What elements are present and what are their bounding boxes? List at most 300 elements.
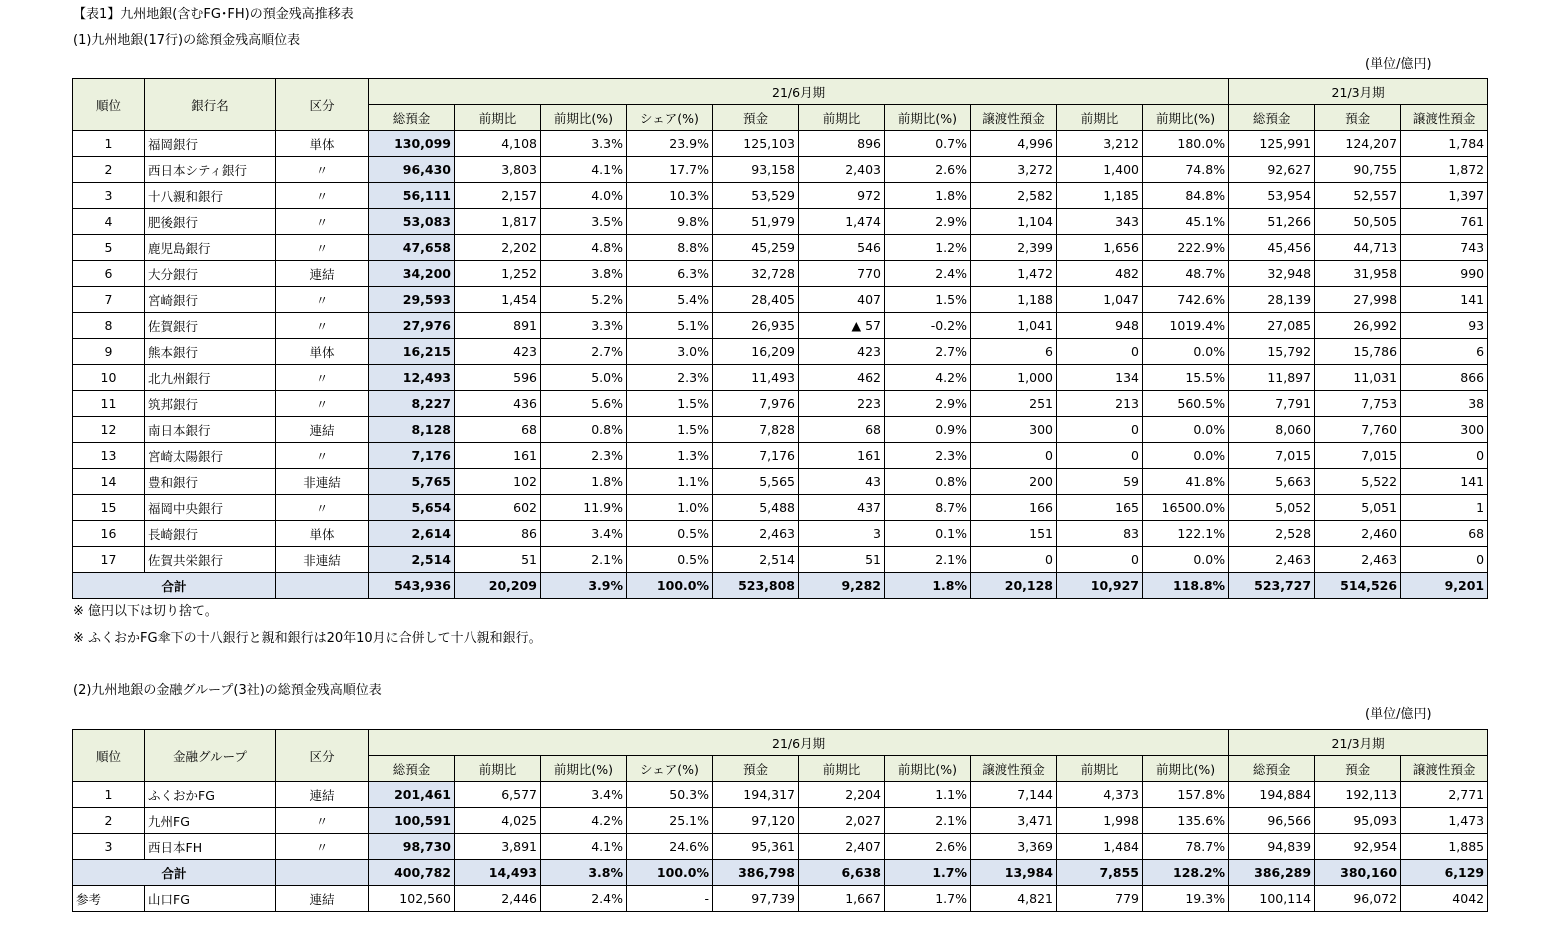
cell: 〃 [276,183,369,209]
cell: 122.1% [1143,521,1229,547]
cell: 2,582 [971,183,1057,209]
header-yoy3-pct: 前期比(%) [1143,105,1229,131]
cell: 95,093 [1315,808,1401,834]
cell [276,573,369,599]
cell: 134 [1057,365,1143,391]
header-yoy3: 前期比 [1057,756,1143,782]
cell: 宮崎太陽銀行 [145,443,276,469]
table-row [73,339,1488,365]
cell: 68 [455,417,541,443]
cell: 118.8% [1143,573,1229,599]
cell: 1.5% [885,287,971,313]
cell: 53,529 [713,183,799,209]
cell: 2.9% [885,391,971,417]
table-row [73,834,1488,860]
cell: 9 [73,339,145,365]
cell: 990 [1401,261,1488,287]
cell: 9,282 [799,573,885,599]
cell: 7,753 [1315,391,1401,417]
cell: 7,176 [713,443,799,469]
cell: 200 [971,469,1057,495]
header-ncd: 譲渡性預金 [971,105,1057,131]
cell: 1,484 [1057,834,1143,860]
cell: 3.3% [541,313,627,339]
cell: 7,760 [1315,417,1401,443]
cell: 非連結 [276,547,369,573]
cell: 0 [1057,443,1143,469]
cell: 192,113 [1315,782,1401,808]
cell: 1.8% [541,469,627,495]
table-row [73,235,1488,261]
cell: 1,397 [1401,183,1488,209]
cell: 100,591 [369,808,455,834]
cell: 2.6% [885,157,971,183]
cell: 423 [799,339,885,365]
cell: 4.2% [541,808,627,834]
cell: 2,463 [1229,547,1315,573]
cell: 0 [1057,547,1143,573]
cell: - [627,886,713,912]
cell: 3.5% [541,209,627,235]
cell: 20,128 [971,573,1057,599]
cell: 1,041 [971,313,1057,339]
cell: 44,713 [1315,235,1401,261]
cell: 0.9% [885,417,971,443]
header-yoy: 前期比 [455,756,541,782]
cell: 5,488 [713,495,799,521]
cell: 5.1% [627,313,713,339]
cell: 4.2% [885,365,971,391]
cell: 48.7% [1143,261,1229,287]
cell: -0.2% [885,313,971,339]
cell: 3,471 [971,808,1057,834]
cell: 10,927 [1057,573,1143,599]
cell: 2,157 [455,183,541,209]
cell: 11,031 [1315,365,1401,391]
cell: 〃 [276,808,369,834]
cell: 25.1% [627,808,713,834]
cell: 300 [971,417,1057,443]
cell: 3 [73,183,145,209]
cell: 1.3% [627,443,713,469]
cell: 32,728 [713,261,799,287]
table-row [73,131,1488,157]
cell: 3.8% [541,261,627,287]
table-row [73,469,1488,495]
cell: 12 [73,417,145,443]
cell: 32,948 [1229,261,1315,287]
cell: 〃 [276,495,369,521]
cell: 西日本シティ銀行 [145,157,276,183]
cell: 3.3% [541,131,627,157]
cell: 2.3% [885,443,971,469]
cell: 6 [1401,339,1488,365]
cell: 1,998 [1057,808,1143,834]
cell: 4.1% [541,834,627,860]
group-deposit-table [72,729,1488,912]
cell: 6,577 [455,782,541,808]
cell: 3,803 [455,157,541,183]
cell [276,860,369,886]
cell: 83 [1057,521,1143,547]
header-period-current: 21/6月期 [369,79,1229,105]
cell: 福岡銀行 [145,131,276,157]
table-row [73,287,1488,313]
cell: 8,227 [369,391,455,417]
cell: 90,755 [1315,157,1401,183]
cell: 92,627 [1229,157,1315,183]
cell: 15,792 [1229,339,1315,365]
cell: 2.3% [627,365,713,391]
cell: 0.0% [1143,547,1229,573]
cell: 5.0% [541,365,627,391]
table-row [73,209,1488,235]
cell: 96,430 [369,157,455,183]
cell: 5.2% [541,287,627,313]
cell: 5 [73,235,145,261]
cell: 9,201 [1401,573,1488,599]
section1-title: (1)九州地銀(17行)の総預金残高順位表 [73,33,301,48]
cell: 94,839 [1229,834,1315,860]
page-title: 【表1】九州地銀(含むFG･FH)の預金残高推移表 [73,7,354,22]
cell: 74.8% [1143,157,1229,183]
cell: 251 [971,391,1057,417]
cell: 2,514 [713,547,799,573]
cell: 11.9% [541,495,627,521]
cell: 380,160 [1315,860,1401,886]
cell: 16500.0% [1143,495,1229,521]
cell: 194,884 [1229,782,1315,808]
cell: 47,658 [369,235,455,261]
cell: ふくおかFG [145,782,276,808]
cell: 1 [73,131,145,157]
cell: 2,463 [1315,547,1401,573]
cell: 1.7% [885,860,971,886]
cell: 407 [799,287,885,313]
cell: 5,765 [369,469,455,495]
cell: 1,885 [1401,834,1488,860]
cell: 8.7% [885,495,971,521]
table-row [73,391,1488,417]
header-period-prev: 21/3月期 [1229,730,1488,756]
cell: 161 [455,443,541,469]
cell: 896 [799,131,885,157]
cell: 96,072 [1315,886,1401,912]
cell: 1,000 [971,365,1057,391]
cell: 41.8% [1143,469,1229,495]
cell: 972 [799,183,885,209]
cell: 十八親和銀行 [145,183,276,209]
cell: 761 [1401,209,1488,235]
cell: 866 [1401,365,1488,391]
bank-deposit-table [72,78,1488,599]
cell: 連結 [276,886,369,912]
cell: 2.7% [541,339,627,365]
cell: 0 [971,547,1057,573]
cell: 11,897 [1229,365,1315,391]
cell: 0.5% [627,547,713,573]
cell: 4.1% [541,157,627,183]
cell: 単体 [276,339,369,365]
table-row [73,521,1488,547]
cell: 5.4% [627,287,713,313]
cell: 〃 [276,313,369,339]
cell: 2,407 [799,834,885,860]
cell: 単体 [276,521,369,547]
cell: 5,522 [1315,469,1401,495]
cell: 29,593 [369,287,455,313]
header-yoy2: 前期比 [799,105,885,131]
header-deposit: 預金 [713,105,799,131]
cell: 7 [73,287,145,313]
cell: 2,460 [1315,521,1401,547]
cell: 〃 [276,157,369,183]
header-yoy2-pct: 前期比(%) [885,756,971,782]
cell: 4,108 [455,131,541,157]
cell: 11,493 [713,365,799,391]
cell: 543,936 [369,573,455,599]
cell: 51 [455,547,541,573]
cell: 宮崎銀行 [145,287,276,313]
cell: 1.1% [885,782,971,808]
cell: 602 [455,495,541,521]
cell: 100.0% [627,573,713,599]
cell: 514,526 [1315,573,1401,599]
cell: 0 [1401,443,1488,469]
cell: 100.0% [627,860,713,886]
table-row [73,547,1488,573]
table-row [73,157,1488,183]
cell: 1.0% [627,495,713,521]
cell: 45.1% [1143,209,1229,235]
total-row [73,573,1488,599]
header-rank: 順位 [73,79,145,131]
cell: 135.6% [1143,808,1229,834]
cell: 1,473 [1401,808,1488,834]
cell: 0.0% [1143,339,1229,365]
cell: 770 [799,261,885,287]
cell: 24.6% [627,834,713,860]
cell: 非連結 [276,469,369,495]
cell: 51,979 [713,209,799,235]
cell: 長崎銀行 [145,521,276,547]
cell: 180.0% [1143,131,1229,157]
cell: 7,144 [971,782,1057,808]
cell: 3,272 [971,157,1057,183]
cell: 13 [73,443,145,469]
cell: 2.4% [885,261,971,287]
cell: 6 [73,261,145,287]
header-yoy3-pct: 前期比(%) [1143,756,1229,782]
cell: 3,212 [1057,131,1143,157]
cell: 1.8% [885,183,971,209]
cell: 141 [1401,469,1488,495]
cell: 3 [799,521,885,547]
cell: 0.8% [541,417,627,443]
cell: 6.3% [627,261,713,287]
cell: 546 [799,235,885,261]
cell: 10 [73,365,145,391]
cell: 26,992 [1315,313,1401,339]
cell: 1,872 [1401,157,1488,183]
cell: 4,025 [455,808,541,834]
header-yoy-pct: 前期比(%) [541,756,627,782]
cell: 56,111 [369,183,455,209]
cell: 52,557 [1315,183,1401,209]
cell: 1,188 [971,287,1057,313]
cell: 1.1% [627,469,713,495]
cell: 2,027 [799,808,885,834]
cell: 5,052 [1229,495,1315,521]
cell: 386,798 [713,860,799,886]
cell: 鹿児島銀行 [145,235,276,261]
cell: 161 [799,443,885,469]
cell: 〃 [276,209,369,235]
header-prev-deposit: 預金 [1315,105,1401,131]
cell: 31,958 [1315,261,1401,287]
header-total-deposit: 総預金 [369,756,455,782]
cell: 1.5% [627,417,713,443]
cell: 6,129 [1401,860,1488,886]
cell: 436 [455,391,541,417]
cell: 1.8% [885,573,971,599]
cell: 300 [1401,417,1488,443]
cell: 1,667 [799,886,885,912]
cell: 53,083 [369,209,455,235]
table-row [73,183,1488,209]
cell: 14,493 [455,860,541,886]
cell: ▲ 57 [799,313,885,339]
table-row [73,495,1488,521]
cell: 1.7% [885,886,971,912]
header-rank: 順位 [73,730,145,782]
note-2: ※ ふくおかFG傘下の十八銀行と親和銀行は20年10月に合併して十八親和銀行。 [73,631,542,646]
cell: 95,361 [713,834,799,860]
cell: 27,085 [1229,313,1315,339]
header-total-deposit: 総預金 [369,105,455,131]
header-yoy-pct: 前期比(%) [541,105,627,131]
table-row [73,365,1488,391]
cell: 4.8% [541,235,627,261]
cell: 7,791 [1229,391,1315,417]
cell: 1,454 [455,287,541,313]
cell: 16 [73,521,145,547]
cell: 20,209 [455,573,541,599]
cell: 15 [73,495,145,521]
cell: 2,403 [799,157,885,183]
cell: 16,209 [713,339,799,365]
cell: 5.6% [541,391,627,417]
cell: 合計 [73,860,276,886]
cell: 482 [1057,261,1143,287]
cell: 九州FG [145,808,276,834]
cell: 3.4% [541,521,627,547]
cell: 523,808 [713,573,799,599]
cell: 19.3% [1143,886,1229,912]
cell: 2,446 [455,886,541,912]
cell: 西日本FH [145,834,276,860]
cell: 166 [971,495,1057,521]
cell: 43 [799,469,885,495]
cell: 〃 [276,235,369,261]
note-1: ※ 億円以下は切り捨て。 [73,604,218,619]
cell: 97,739 [713,886,799,912]
header-period-prev: 21/3月期 [1229,79,1488,105]
cell: 15,786 [1315,339,1401,365]
cell: 連結 [276,782,369,808]
cell: 93 [1401,313,1488,339]
cell: 合計 [73,573,276,599]
total-row [73,860,1488,886]
cell: 223 [799,391,885,417]
table-row [73,808,1488,834]
cell: 560.5% [1143,391,1229,417]
cell: 5,565 [713,469,799,495]
cell: 福岡中央銀行 [145,495,276,521]
cell: 連結 [276,261,369,287]
cell: 豊和銀行 [145,469,276,495]
cell: 1,472 [971,261,1057,287]
cell: 1.5% [627,391,713,417]
cell: 熊本銀行 [145,339,276,365]
cell: 34,200 [369,261,455,287]
table-row [73,443,1488,469]
cell: 8 [73,313,145,339]
cell: 437 [799,495,885,521]
cell: 2.7% [885,339,971,365]
cell: 1,784 [1401,131,1488,157]
cell: 7,828 [713,417,799,443]
section1-unit: (単位/億円) [1365,57,1432,72]
cell: 2,614 [369,521,455,547]
header-deposit: 預金 [713,756,799,782]
cell: 27,998 [1315,287,1401,313]
cell: 38 [1401,391,1488,417]
cell: 201,461 [369,782,455,808]
header-period-current: 21/6月期 [369,730,1229,756]
cell: 4,821 [971,886,1057,912]
cell: 3.8% [541,860,627,886]
cell: 10.3% [627,183,713,209]
cell: 4,996 [971,131,1057,157]
cell: 53,954 [1229,183,1315,209]
cell: 2,528 [1229,521,1315,547]
cell: 1,104 [971,209,1057,235]
cell: 194,317 [713,782,799,808]
cell: 51 [799,547,885,573]
table-row [73,313,1488,339]
cell: 佐賀銀行 [145,313,276,339]
cell: 1,474 [799,209,885,235]
cell: 2,463 [713,521,799,547]
cell: 8,128 [369,417,455,443]
cell: 8,060 [1229,417,1315,443]
header-prev-total: 総預金 [1229,105,1315,131]
cell: 0.0% [1143,443,1229,469]
cell: 1.2% [885,235,971,261]
cell: 11 [73,391,145,417]
cell: 4.0% [541,183,627,209]
cell: 141 [1401,287,1488,313]
cell: 4,373 [1057,782,1143,808]
header-share: シェア(%) [627,756,713,782]
cell: 0 [1057,417,1143,443]
cell: 100,114 [1229,886,1315,912]
cell: 3.0% [627,339,713,365]
cell: 2.3% [541,443,627,469]
cell: 0.1% [885,521,971,547]
cell: 125,991 [1229,131,1315,157]
